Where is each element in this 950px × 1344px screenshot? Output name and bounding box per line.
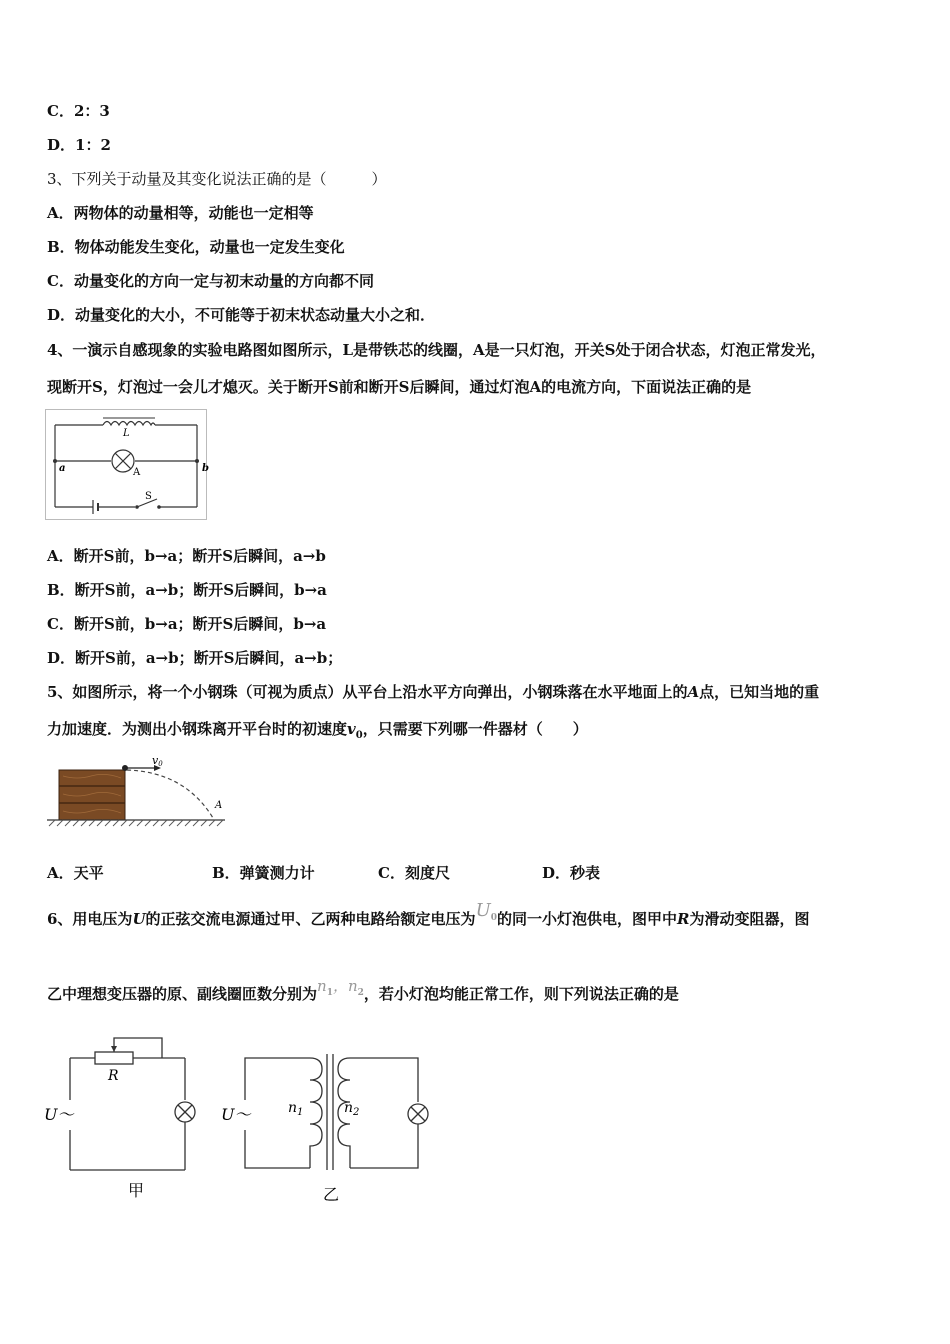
circuit-yi <box>221 1054 428 1204</box>
q4-option-a: A．断开S前，b→a；断开S后瞬间，a→b <box>47 547 326 565</box>
q3-option-b: B．物体动能发生变化，动量也一定发生变化 <box>47 238 345 256</box>
q5-option-a: A．天平 <box>47 864 104 882</box>
q5-stem-line2: 力加速度．为测出小钢珠离开平台时的初速度$v_0$，只需要下列哪一件器材（ ） <box>47 720 588 741</box>
caption-yi: 乙 <box>323 1185 340 1204</box>
lamp-A-icon <box>112 450 134 472</box>
switch-label: S <box>145 491 152 502</box>
q2-option-d: D．1：2 <box>47 136 111 154</box>
n2-label: $n_2$ <box>344 1100 360 1118</box>
q4-option-b: B．断开S前，a→b；断开S后瞬间，b→a <box>47 581 327 599</box>
q3-stem: 3、下列关于动量及其变化说法正确的是（ ） <box>47 170 387 188</box>
q4-circuit-figure <box>45 409 207 520</box>
resistor-label: R <box>108 1068 119 1084</box>
landing-point-label: A <box>215 800 223 811</box>
primary-coil-icon <box>310 1058 322 1168</box>
n1-label: $n_1$ <box>288 1100 304 1118</box>
lamp-label: A <box>133 467 141 478</box>
lamp-jia-icon <box>175 1102 195 1122</box>
q4-stem-line2: 现断开S，灯泡过一会儿才熄灭。关于断开S前和断开S后瞬间，通过灯泡A的电流方向，下面说法正确的是 <box>47 378 752 396</box>
q2-option-c: C．2：3 <box>47 102 110 120</box>
q6-stem-line2: 乙中理想变压器的原、副线圈匝数分别为$n^1$，$n^2$，若小灯泡均能正常工作，则下列说法正确的是 <box>47 977 679 1003</box>
rheostat-icon <box>95 1052 133 1064</box>
q5-stem-line1: 5、如图所示，将一个小钢珠（可视为质点）从平台上沿水平方向弹出，小钢珠落在水平地面上的A点，已知当地的重 <box>47 683 820 701</box>
velocity-label: v0 <box>152 754 163 768</box>
platform-icon <box>59 770 125 820</box>
node-b-label: b <box>202 463 209 474</box>
q4-stem-line1: 4、一演示自感现象的实验电路图如图所示，L是带铁芯的线圈，A是一只灯泡，开关S处于闭合状态，灯泡正常发光， <box>47 341 826 359</box>
coil-label: L <box>123 428 130 439</box>
q6-circuits-figure <box>40 1030 440 1205</box>
q3-option-c: C．动量变化的方向一定与初末动量的方向都不同 <box>47 272 374 290</box>
source-jia-label: U～ <box>44 1105 74 1124</box>
q4-option-d: D．断开S前，a→b；断开S后瞬间，a→b； <box>47 649 343 667</box>
q5-option-c: C．刻度尺 <box>378 864 450 882</box>
circuit-jia <box>44 1038 195 1200</box>
caption-jia: 甲 <box>128 1181 145 1200</box>
q3-option-a: A．两物体的动量相等，动能也一定相等 <box>47 204 314 222</box>
lamp-yi-icon <box>408 1104 428 1124</box>
q5-option-b: B．弹簧测力计 <box>212 864 315 882</box>
q6-stem-line1: 6、用电压为U的正弦交流电源通过甲、乙两种电路给额定电压为$U^0$的同一小灯泡供电，图甲中R为滑动变阻器，图 <box>47 900 810 928</box>
q5-projectile-figure <box>45 752 230 830</box>
q5-option-d: D．秒表 <box>542 864 601 882</box>
node-a-label: a <box>59 463 66 474</box>
q4-option-c: C．断开S前，b→a；断开S后瞬间，b→a <box>47 615 327 633</box>
q3-option-d: D．动量变化的大小，不可能等于初末状态动量大小之和． <box>47 306 436 324</box>
source-yi-label: U～ <box>221 1105 251 1124</box>
